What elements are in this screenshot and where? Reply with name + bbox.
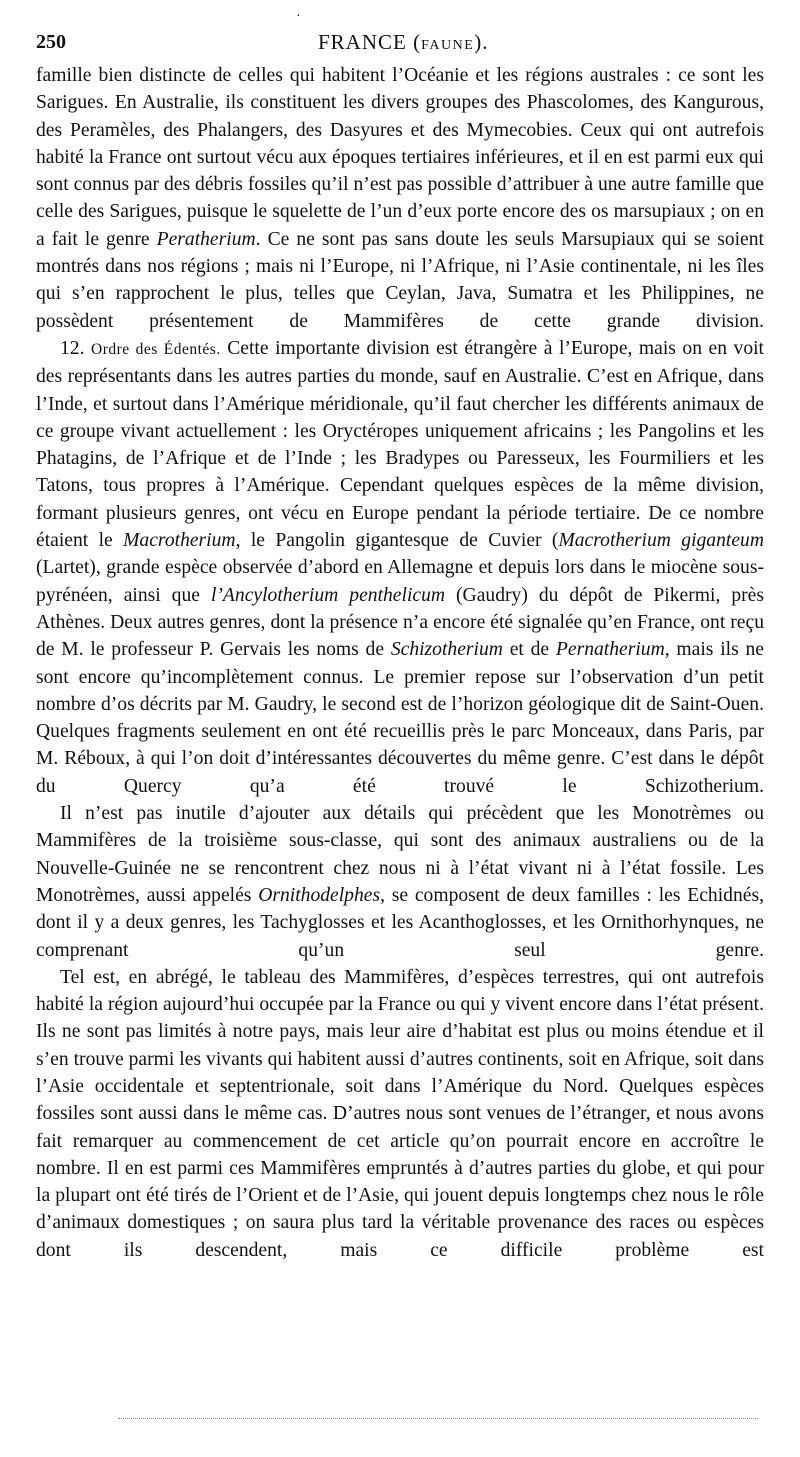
section-heading: Ordre des Édentés. bbox=[91, 340, 221, 358]
running-head-subtitle: FAUNE bbox=[421, 38, 475, 53]
taxon-name: Pernatherium bbox=[555, 639, 665, 661]
paragraph-edentates: 12. Ordre des Édentés. Cette importante division est étrangère à l’Europe, mais on en voit des représentants dans les autres parties du monde, sauf en Australie. C’est en Afrique, dans l’Inde, et surtout dans l’Amérique méridionale, qu’il faut chercher les différents animaux de ce groupe vivant actuellement : les Oryctéropes uniquement africains ; les Pangolins et les Phatagins, de l’Afrique et de l’Inde ; les Bradypes ou Paresseux, les Fourmiliers et les Tatons, tous propres à l’Amérique. Cependant quelques espèces de la même division, formant plusieurs genres, ont vécu en Europe pendant la période tertiaire. De ce nombre étaient le Macrotherium, le Pangolin gigantesque de Cuvier (Macrotherium giganteum (Lartet), grande espèce observée d’abord en Allemagne et depuis lors dans le miocène sous-pyrénéen, ainsi que l’Ancylotherium penthelicum (Gaudry) du dépôt de Pikermi, près Athènes. Deux autres genres, dont la présence n’a encore été signalée qu’en France, ont reçu de M. le professeur P. Gervais les noms de Schizotherium et de Pernatherium, mais ils ne sont encore qu’incomplètement connus. Le premier repose sur l’observation d’un petit nombre d’os décrits par M. Gaudry, le second est de l’horizon géologique dit de Saint-Ouen. Quelques fragments seulement en ont été recueillis près le parc Monceaux, dans Paris, par M. Réboux, à qui l’on doit d’intéressantes découvertes du même genre. C’est dans le dépôt du Quercy qu’a été trouvé le Schizotherium. bbox=[36, 337, 765, 797]
taxon-name: Macrotherium bbox=[123, 530, 236, 552]
paragraph-monotremes: Il n’est pas inutile d’ajouter aux détails qui précèdent que les Monotrèmes ou Mammifères de la troisième sous-classe, qui sont des animaux australiens ou de la Nouvelle-Guinée ne se rencontrent chez nous ni à l’état vivant ni à l’état fossile. Les Monotrèmes, aussi appelés Ornithodelphes, se composent de deux familles : les Echidnés, dont il y a deux genres, les Tachyglosses et les Acanthoglosses, et les Ornithorhynques, ne comprenant qu’un seul genre. bbox=[36, 803, 764, 961]
taxon-name: Peratherium bbox=[156, 228, 256, 250]
running-head bbox=[318, 30, 489, 58]
taxon-name: l’Ancylotherium penthelicum bbox=[210, 584, 446, 606]
printer-dot: · bbox=[296, 9, 301, 24]
paragraph-summary: Tel est, en abrégé, le tableau des Mammifères, d’espèces terrestres, qui ont autrefois habité la région aujourd’hui occupée par la France ou qui y vivent encore dans l’état présent. Ils ne sont pas limités à notre pays, mais leur aire d’habitat est plus ou moins étendue et il s’en trouve parmi les vivants qui habitent aussi d’autres continents, soit en Afrique, soit dans l’Asie occidentale et septentrionale, soit dans l’Amérique du Nord. Quelques espèces fossiles sont aussi dans le même cas. D’autres nous sont venues de l’étranger, et nous avons fait remarquer au commencement de cet article qu’on pourrait encore en accroître le nombre. Il en est parmi ces Mammifères empruntés à d’autres parties du globe, et qui pour la plupart ont été tirés de l’Orient et de l’Asie, qui jouent depuis longtemps chez nous le rôle d’animaux domestiques ; on saura plus tard la véritable provenance des races ou espèces dont ils descendent, mais ce difficile problème est bbox=[36, 966, 764, 1261]
page-number: 250 bbox=[36, 31, 66, 53]
paragraph-marsupials: famille bien distincte de celles qui habitent l’Océanie et les régions australes : ce sont les Sarigues. En Australie, ils constituent les divers groupes des Phascolomes, des Kangurous, des Peramèles, des Phalangers, des Dasyures et des Mymecobies. Ceux qui ont autrefois habité la France ont surtout vécu aux époques tertiaires inférieures, et il en est parmi eux qui sont connus par des débris fossiles qu’il n’est pas possible d’attribuer à une autre famille que celle des Sarigues, puisque le squelette de l’un d’eux porte encore des os marsupiaux ; on en a fait le genre Peratherium. Ce ne sont pas sans doute les seuls Marsupiaux qui se soient montrés dans nos régions ; mais ni l’Europe, ni l’Afrique, ni l’Asie continentale, ni les îles qui s’en rapprochent le plus, telles que Ceylan, Java, Sumatra et les Philippines, ne possèdent présentement de Mammifères de cette grande division. bbox=[36, 65, 764, 332]
section-number: 12. bbox=[60, 337, 91, 359]
body-text bbox=[36, 62, 764, 1264]
running-head-title: FRANCE ( bbox=[318, 30, 422, 54]
taxon-name: Macrotherium giganteum bbox=[558, 530, 764, 552]
footer-rule bbox=[118, 1418, 758, 1419]
running-head-close: ). bbox=[474, 30, 489, 54]
taxon-name: Ornithodelphes bbox=[258, 884, 381, 906]
taxon-name: Schizotherium bbox=[390, 639, 503, 661]
